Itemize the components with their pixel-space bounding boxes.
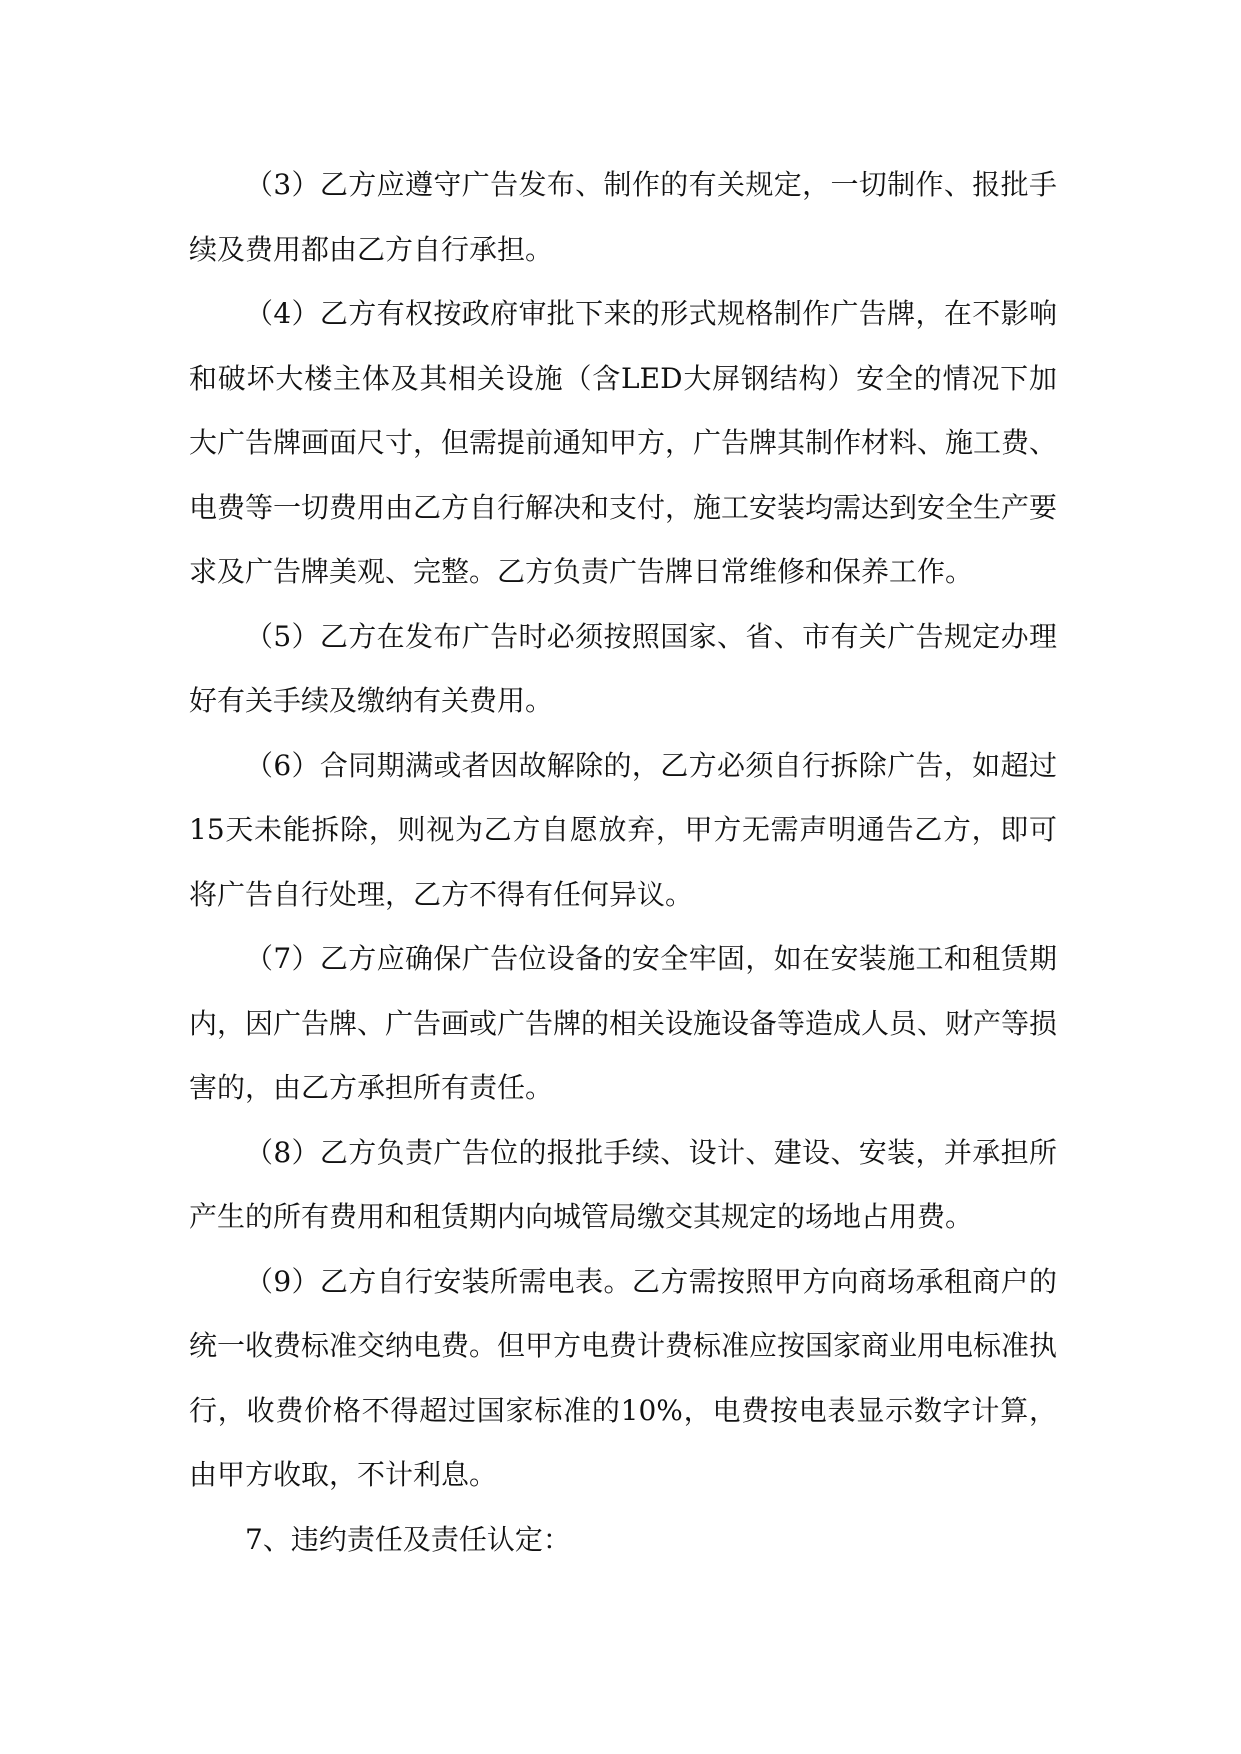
- clause-3-paragraph: （3）乙方应遵守广告发布、制作的有关规定，一切制作、报批手续及费用都由乙方自行承担。: [189, 168, 1057, 266]
- clause-9-paragraph: （9）乙方自行安装所需电表。乙方需按照甲方向商场承租商户的统一收费标准交纳电费。但甲方电费计费标准应按国家商业用电标准执行，收费价格不得超过国家标准的10%，电费按电表显示数字计算，由甲方收取，不计利息。: [189, 1264, 1058, 1491]
- section-7-heading: 7、违约责任及责任认定：: [245, 1522, 571, 1556]
- document-body: [189, 153, 1057, 1572]
- clause-5-paragraph: （5）乙方在发布广告时必须按照国家、省、市有关广告规定办理好有关手续及缴纳有关费用。: [189, 619, 1057, 717]
- clause-8-paragraph: （8）乙方负责广告位的报批手续、设计、建设、安装，并承担所产生的所有费用和租赁期内向城管局缴交其规定的场地占用费。: [189, 1135, 1057, 1233]
- clause-7-paragraph: （7）乙方应确保广告位设备的安全牢固，如在安装施工和租赁期内，因广告牌、广告画或广告牌的相关设施设备等造成人员、财产等损害的，由乙方承担所有责任。: [189, 942, 1058, 1104]
- clause-4-paragraph: （4）乙方有权按政府审批下来的形式规格制作广告牌，在不影响和破坏大楼主体及其相关设施（含LED大屏钢结构）安全的情况下加大广告牌画面尺寸，但需提前通知甲方，广告牌其制作材料、施工费、电费等一切费用由乙方自行解决和支付，施工安装均需达到安全生产要求及广告牌美观、完整。乙方负责广告牌日常维修和保养工作。: [189, 297, 1058, 588]
- clause-6-paragraph: （6）合同期满或者因故解除的，乙方必须自行拆除广告，如超过15天未能拆除，则视为乙方自愿放弃，甲方无需声明通告乙方，即可将广告自行处理，乙方不得有任何异议。: [189, 748, 1057, 911]
